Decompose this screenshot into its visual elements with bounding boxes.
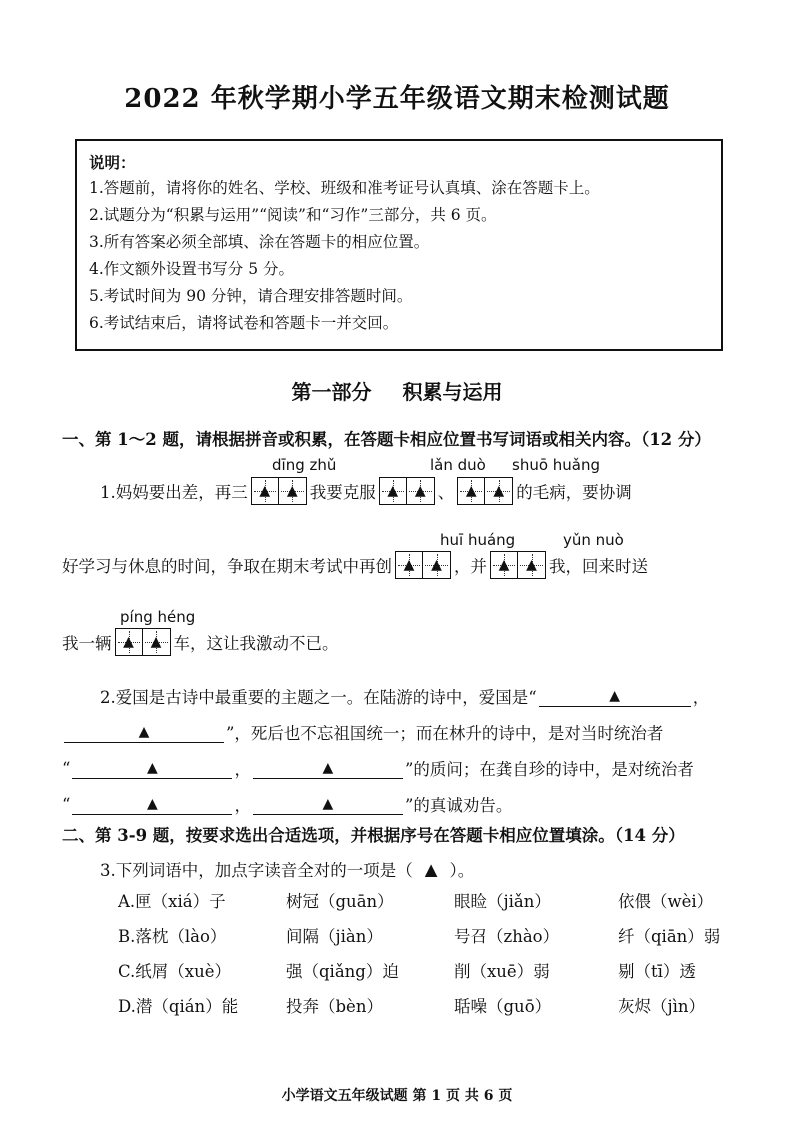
triangle-marker-icon: ▲: [322, 795, 334, 812]
q1-text: 的毛病，要协调: [516, 483, 632, 502]
q1-text: ，并: [454, 557, 487, 576]
q1-text: 车，这让我激动不已。: [173, 634, 339, 653]
q3-stem: [100, 857, 474, 881]
triangle-marker-icon: ▲: [431, 557, 442, 573]
option-d-item: 投奔（bèn）: [286, 997, 383, 1016]
answer-blank[interactable]: [539, 686, 691, 707]
option-d-item[interactable]: D.潜（qián）能: [118, 997, 239, 1016]
q1-text: 我要克服: [309, 483, 376, 502]
q3-options: [118, 890, 758, 1019]
triangle-marker-icon: ▲: [424, 859, 438, 879]
option-a-item: 树冠（guān）: [286, 892, 394, 911]
triangle-marker-icon: ▲: [609, 687, 621, 704]
q1-line-3: [62, 628, 339, 656]
answer-blank[interactable]: [64, 722, 224, 743]
instruction-item: 5.考试时间为 90 分钟，请合理安排答题时间。: [89, 287, 413, 305]
option-b-item: 纤（qiān）弱: [618, 927, 721, 946]
triangle-marker-icon: ▲: [322, 759, 334, 776]
instruction-item: 3.所有答案必须全部填、涂在答题卡的相应位置。: [89, 233, 430, 251]
triangle-marker-icon: ▲: [403, 557, 415, 573]
triangle-marker-icon: ▲: [147, 759, 158, 776]
triangle-marker-icon: ▲: [493, 483, 505, 499]
pinyin-label: yǔn nuò: [563, 531, 624, 549]
answer-box-pingheng[interactable]: [115, 628, 171, 656]
pinyin-label: huī huáng: [440, 531, 516, 549]
triangle-marker-icon: ▲: [465, 483, 477, 499]
q2-line-3: [62, 756, 694, 780]
triangle-marker-icon: ▲: [526, 557, 537, 573]
q2-text: “: [62, 758, 71, 778]
q1-text: 我一辆: [62, 634, 112, 653]
q2-text: ，: [234, 760, 251, 779]
q2-text: ”，死后也不忘祖国统一；而在林升的诗中，是对当时统治者: [226, 724, 664, 743]
triangle-marker-icon: ▲: [286, 483, 298, 499]
instruction-item: 1.答题前，请将你的姓名、学校、班级和准考证号认真填、涂在答题卡上。: [89, 179, 600, 197]
exam-title: 2022 年秋学期小学五年级语文期末检测试题: [124, 84, 670, 114]
q1-text: 、: [437, 483, 455, 502]
triangle-marker-icon: ▲: [123, 634, 134, 650]
triangle-marker-icon: ▲: [387, 483, 399, 499]
pinyin-label: lǎn duò: [430, 456, 486, 474]
q1-text: 我，回来时送: [549, 557, 648, 576]
option-a-item[interactable]: A.匣（xiá）子: [118, 892, 226, 911]
instruction-item: 2.试题分为“积累与运用”“阅读”和“习作”三部分，共 6 页。: [89, 206, 497, 224]
pinyin-label: dīng zhǔ: [272, 456, 337, 474]
option-a-item: 依偎（wèi）: [618, 892, 714, 911]
option-b-item: 号召（zhào）: [454, 927, 560, 946]
triangle-marker-icon: ▲: [147, 795, 158, 812]
part-one-title: 第一部分 积累与运用: [291, 380, 503, 404]
q3-text: ）。: [449, 861, 475, 880]
pinyin-label: shuō huǎng: [512, 456, 601, 474]
answer-box-huihuang[interactable]: [395, 551, 451, 579]
option-c-item: 强（qiǎng）迫: [286, 962, 399, 981]
section-two-heading: 二、第 3-9 题，按要求选出合适选项，并根据序号在答题卡相应位置填涂。（14 分）: [62, 826, 685, 845]
option-a-item: 眼睑（jiǎn）: [454, 892, 551, 911]
triangle-marker-icon: ▲: [138, 723, 150, 740]
pinyin-label: píng héng: [120, 608, 196, 626]
q2-line-1: [100, 684, 709, 708]
q2-text: ”的质问；在龚自珍的诗中，是对统治者: [404, 760, 694, 779]
triangle-marker-icon: ▲: [414, 483, 426, 499]
instructions-box: [75, 139, 723, 351]
answer-blank[interactable]: [72, 794, 232, 815]
q1-text: 1.妈妈要出差，再三: [100, 483, 248, 502]
q2-line-4: [62, 792, 512, 816]
option-b-item: 间隔（jiàn）: [286, 927, 383, 946]
instructions-heading: 说明：: [89, 153, 136, 172]
answer-box-dingzhu[interactable]: [251, 477, 307, 505]
answer-blank[interactable]: [253, 794, 403, 815]
option-d-item: 聒噪（guō）: [454, 997, 552, 1016]
answer-box-landuo[interactable]: [379, 477, 435, 505]
answer-box-yunnuo[interactable]: [490, 551, 546, 579]
answer-blank[interactable]: [253, 758, 403, 779]
triangle-marker-icon: ▲: [259, 483, 271, 499]
q2-text: ，: [234, 796, 251, 815]
answer-box-shuohuang[interactable]: [457, 477, 513, 505]
triangle-marker-icon: ▲: [498, 557, 510, 573]
q2-text: ”的真诚劝告。: [404, 796, 513, 815]
q2-text: ，: [692, 688, 710, 707]
q2-text: 2.爱国是古诗中最重要的主题之一。在陆游的诗中，爱国是“: [100, 688, 537, 707]
q2-line-2: [62, 720, 663, 744]
q1-text: 好学习与休息的时间，争取在期末考试中再创: [62, 557, 392, 576]
option-c-item: 削（xuē）弱: [454, 962, 550, 981]
instruction-item: 6.考试结束后，请将试卷和答题卡一并交回。: [89, 314, 399, 332]
instruction-item: 4.作文额外设置书写分 5 分。: [89, 260, 295, 278]
answer-blank[interactable]: [72, 758, 232, 779]
q1-line-1: [100, 477, 632, 505]
section-one-heading: 一、第 1～2 题，请根据拼音或积累，在答题卡相应位置书写词语或相关内容。（12 分）: [62, 430, 711, 449]
triangle-marker-icon: ▲: [150, 634, 162, 650]
page-footer: 小学语文五年级试题 第 1 页 共 6 页: [281, 1088, 513, 1104]
option-b-item[interactable]: B.落枕（lào）: [118, 927, 227, 946]
q2-text: “: [62, 794, 71, 814]
option-d-item: 灰烬（jìn）: [618, 997, 706, 1016]
option-c-item[interactable]: C.纸屑（xuè）: [118, 962, 231, 981]
option-c-item: 剔（tī）透: [618, 962, 696, 981]
q1-line-2: [62, 551, 648, 579]
q3-text: 3.下列词语中，加点字读音全对的一项是（: [100, 861, 413, 880]
